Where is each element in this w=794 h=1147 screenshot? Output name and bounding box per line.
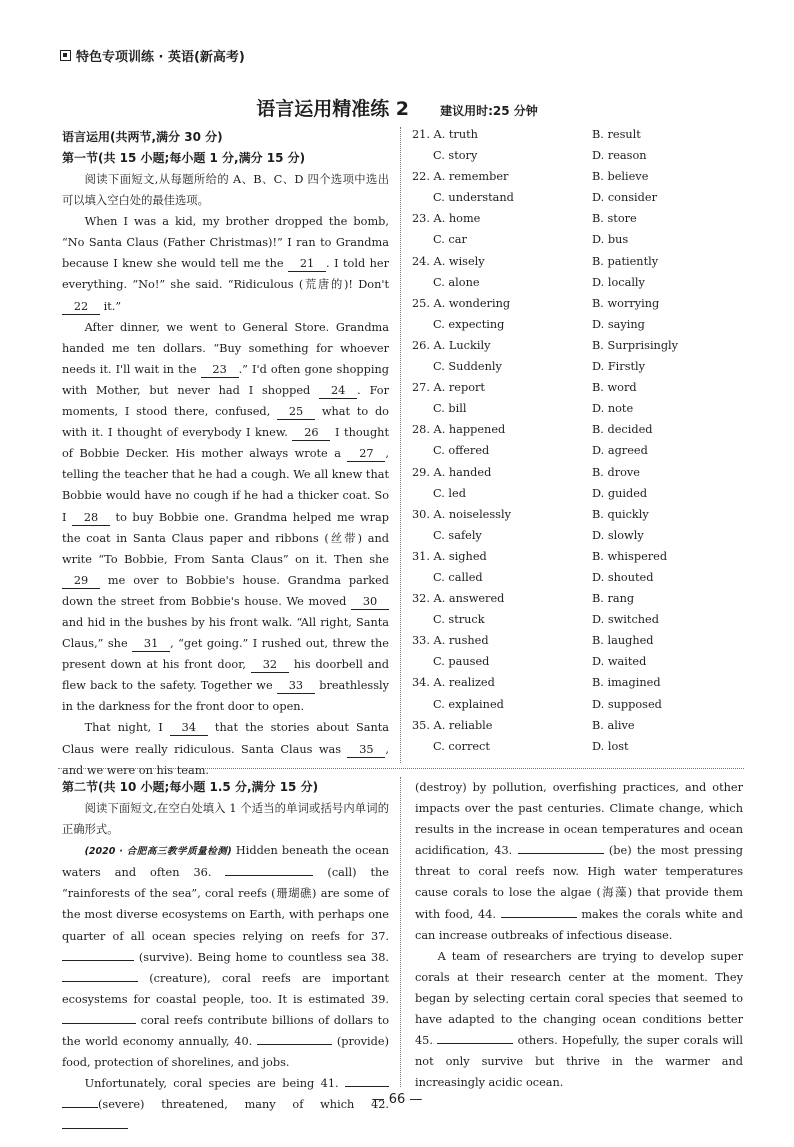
option-choice[interactable]: C. alone bbox=[433, 275, 480, 289]
option-choice[interactable]: C. expecting bbox=[433, 317, 505, 331]
option-row bbox=[412, 145, 742, 166]
passage-paragraph bbox=[62, 211, 389, 316]
passage-text: and hid in the bushes by his front walk. “All right, Santa Claus,” she bbox=[62, 615, 389, 651]
passage-text: (be) the most pressing threat to coral reefs now. High water temperatures cause corals to lose the algae (海藻) that provide them with food, 44. bbox=[415, 844, 743, 921]
option-choice[interactable]: D. waited bbox=[592, 655, 647, 669]
option-choice[interactable]: B. alive bbox=[592, 718, 635, 732]
answer-blank[interactable] bbox=[62, 1116, 128, 1129]
option-choice[interactable]: C. explained bbox=[433, 697, 504, 711]
answer-blank[interactable] bbox=[62, 969, 138, 982]
option-choice[interactable]: C. Suddenly bbox=[433, 360, 502, 374]
option-choice[interactable]: B. store bbox=[592, 212, 637, 226]
option-row bbox=[412, 335, 742, 356]
option-row bbox=[412, 483, 742, 504]
option-choice[interactable]: D. locally bbox=[592, 275, 645, 289]
option-choice[interactable]: D. guided bbox=[592, 486, 648, 500]
option-choice[interactable]: 21. A. truth bbox=[412, 128, 478, 141]
option-row bbox=[412, 736, 742, 757]
option-choice[interactable]: 33. A. rushed bbox=[412, 634, 489, 648]
passage-text: , and we were on his team. bbox=[62, 742, 389, 777]
answer-blank[interactable]: 32 bbox=[251, 658, 289, 673]
answer-blank[interactable]: 34 bbox=[170, 721, 208, 736]
book-logo-icon bbox=[60, 50, 71, 61]
option-choice[interactable]: D. Firstly bbox=[592, 360, 646, 374]
option-choice[interactable]: B. rang bbox=[592, 592, 635, 606]
passage-text: (creature), coral reefs are important ecosystems for coastal people, too. It is estimated 39. bbox=[62, 971, 389, 1006]
passage-text: That night, I bbox=[84, 721, 170, 735]
passage-text: (provide) food, protection of shorelines, and jobs. bbox=[62, 1035, 389, 1070]
option-choice[interactable]: D. bus bbox=[592, 233, 629, 247]
option-row bbox=[412, 440, 742, 461]
passage-text: Unfortunately, coral species are being 41. bbox=[84, 1077, 345, 1091]
passage-text: (destroy) by pollution, overfishing practices, and other impacts over the past centuries. Climate change, which results in the increase in ocean temperatures and ocean acidification, 43. bbox=[415, 781, 743, 858]
option-choice[interactable]: D. saying bbox=[592, 317, 645, 331]
answer-blank[interactable]: 23 bbox=[201, 363, 239, 378]
answer-blank[interactable] bbox=[518, 841, 604, 854]
option-choice[interactable]: 25. A. wondering bbox=[412, 296, 511, 310]
answer-blank[interactable] bbox=[62, 1011, 136, 1024]
option-choice[interactable]: D. agreed bbox=[592, 444, 648, 458]
answer-blank[interactable]: 27 bbox=[347, 447, 385, 462]
answer-blank[interactable]: 22 bbox=[62, 300, 100, 315]
passage-text: coral reefs contribute billions of dollars to the world economy annually, 40. bbox=[62, 1013, 389, 1049]
part2-paragraph-3 bbox=[415, 777, 743, 946]
option-choice[interactable]: C. safely bbox=[433, 528, 482, 542]
option-row bbox=[412, 504, 742, 525]
passage-text: makes the corals white and can increase outbreaks of infectious disease. bbox=[415, 907, 743, 942]
option-choice[interactable]: D. slowly bbox=[592, 528, 644, 542]
option-choice[interactable]: B. worrying bbox=[592, 296, 660, 310]
passage-paragraph bbox=[62, 317, 389, 718]
answer-blank[interactable] bbox=[225, 863, 313, 876]
option-choice[interactable]: 24. A. wisely bbox=[412, 254, 485, 268]
option-choice[interactable]: C. story bbox=[433, 149, 478, 163]
option-row bbox=[412, 166, 742, 187]
column-divider-2 bbox=[400, 777, 401, 1087]
option-choice[interactable]: C. called bbox=[433, 570, 483, 584]
option-row bbox=[412, 588, 742, 609]
passage-text: A team of researchers are trying to develop super corals at their research center at the moment. They began by selecting certain coral species that seemed to have adapted to the changing ocean conditions better 45. bbox=[415, 949, 743, 1048]
option-choice[interactable]: C. struck bbox=[433, 613, 485, 627]
answer-blank[interactable]: 28 bbox=[72, 511, 110, 526]
option-choice[interactable]: 29. A. handed bbox=[412, 465, 492, 479]
passage-text: .” I'd often gone shopping with Mother, but never had I shopped bbox=[62, 362, 389, 397]
option-choice[interactable]: D. consider bbox=[592, 191, 657, 205]
passage-text: , “get going.” I rushed out, threw the present down at his front door, bbox=[62, 637, 389, 672]
answer-blank[interactable]: 25 bbox=[277, 405, 315, 420]
option-choice[interactable]: D. supposed bbox=[592, 697, 662, 711]
passage-text: (survive). Being home to countless sea 38. bbox=[134, 950, 389, 964]
option-choice[interactable]: D. note bbox=[592, 402, 634, 416]
option-choice[interactable]: B. believe bbox=[592, 170, 649, 184]
option-choice[interactable]: B. decided bbox=[592, 423, 653, 437]
option-choice[interactable]: B. laughed bbox=[592, 634, 654, 648]
option-choice[interactable]: D. switched bbox=[592, 613, 659, 627]
passage-text: After dinner, we went to General Store. Grandma handed me ten dollars. “Buy something for whoever needs it. I'll wait in the bbox=[62, 320, 389, 376]
option-choice[interactable]: B. quickly bbox=[592, 507, 649, 521]
option-row bbox=[412, 567, 742, 588]
passage-text: breathlessly in the darkness for the front door to open. bbox=[62, 679, 389, 714]
part1-passage-column bbox=[62, 127, 389, 781]
option-choice[interactable]: 26. A. Luckily bbox=[412, 338, 491, 352]
passage-paragraph bbox=[62, 717, 389, 780]
answer-blank[interactable]: 26 bbox=[292, 426, 330, 441]
option-row bbox=[412, 419, 742, 440]
passage-text: . For moments, I stood there, confused, bbox=[62, 383, 389, 419]
page-number: — 66 — bbox=[371, 1092, 423, 1107]
answer-blank[interactable]: 29 bbox=[62, 574, 100, 589]
option-choice[interactable]: C. correct bbox=[433, 739, 490, 753]
option-row bbox=[412, 124, 742, 145]
passage-text: that the stories about Santa Claus were really ridiculous. Santa Claus was bbox=[62, 721, 389, 756]
part1-instruction: 阅读下面短文,从每题所给的 A、B、C、D 四个选项中选出可以填入空白处的最佳选项。 bbox=[62, 173, 389, 208]
option-choice[interactable]: 22. A. remember bbox=[412, 170, 509, 184]
option-choice[interactable]: B. Surprisingly bbox=[592, 338, 679, 352]
passage-text: . I told her everything. “No!” she said. “Ridiculous (荒唐的)! Don't bbox=[62, 257, 389, 292]
option-row bbox=[412, 293, 742, 314]
option-row bbox=[412, 546, 742, 567]
option-choice[interactable]: D. lost bbox=[592, 739, 629, 753]
option-choice[interactable]: C. bill bbox=[433, 402, 467, 416]
option-choice[interactable]: B. whispered bbox=[592, 549, 668, 563]
header-text: 特色专项训练 · 英语(新高考) bbox=[76, 50, 245, 65]
answer-blank[interactable]: 35 bbox=[347, 743, 385, 758]
option-row bbox=[412, 356, 742, 377]
part2-left-column bbox=[62, 777, 389, 1137]
page-title: 语言运用精准练 2 bbox=[256, 98, 410, 120]
option-row bbox=[412, 525, 742, 546]
option-choice[interactable]: B. result bbox=[592, 128, 641, 141]
title-row bbox=[0, 94, 794, 121]
option-choice[interactable]: C. understand bbox=[433, 191, 514, 205]
option-row bbox=[412, 715, 742, 736]
option-choice[interactable]: D. reason bbox=[592, 149, 647, 163]
answer-blank[interactable] bbox=[437, 1031, 513, 1044]
option-row bbox=[412, 377, 742, 398]
option-row bbox=[412, 694, 742, 715]
part2-instruction: 阅读下面短文,在空白处填入 1 个适当的单词或括号内单词的正确形式。 bbox=[62, 802, 389, 837]
answer-blank[interactable] bbox=[257, 1032, 332, 1045]
option-row bbox=[412, 398, 742, 419]
column-divider bbox=[400, 127, 401, 763]
answer-blank[interactable]: 31 bbox=[132, 637, 170, 652]
part1-title: 第一节(共 15 小题;每小题 1 分,满分 15 分) bbox=[62, 151, 306, 165]
option-row bbox=[412, 229, 742, 250]
part1-passage bbox=[62, 211, 389, 781]
source-note: (2020 · 合肥高三教学质量检测) bbox=[84, 846, 232, 858]
passage-text: (call) the “rainforests of the sea”, coral reefs (珊瑚礁) are some of the most diverse ecosystems on Earth, with perhaps one quarter of all ocean species relying on reefs for 37. bbox=[62, 866, 389, 943]
part2-paragraph-4 bbox=[415, 946, 743, 1094]
answer-blank[interactable] bbox=[345, 1074, 389, 1087]
option-choice[interactable]: 23. A. home bbox=[412, 212, 481, 226]
passage-text: others. Hopefully, the super corals will not only survive but thrive in the warmer and increasingly acidic ocean. bbox=[415, 1034, 744, 1090]
answer-blank[interactable] bbox=[501, 905, 577, 918]
part2-right-column bbox=[415, 777, 743, 1093]
option-row bbox=[412, 630, 742, 651]
option-choice[interactable]: 30. A. noiselessly bbox=[412, 507, 511, 521]
option-row bbox=[412, 251, 742, 272]
section-divider bbox=[58, 768, 744, 769]
answer-blank[interactable]: 33 bbox=[277, 679, 315, 694]
passage-text: Hidden beneath the ocean waters and often 36. bbox=[62, 844, 389, 880]
option-choice[interactable]: B. imagined bbox=[592, 676, 661, 690]
option-choice[interactable]: D. shouted bbox=[592, 570, 654, 584]
passage-text: , telling the teacher that he had a cough. We all knew that Bobbie would have no cough if he had a thicker coat. So I bbox=[62, 447, 389, 524]
option-row bbox=[412, 462, 742, 483]
option-choice[interactable]: 35. A. reliable bbox=[412, 718, 493, 732]
option-choice[interactable]: 27. A. report bbox=[412, 381, 485, 395]
passage-text: (severe) threatened, many of which 42. bbox=[98, 1098, 389, 1112]
option-choice[interactable]: C. paused bbox=[433, 655, 490, 669]
book-header bbox=[60, 46, 245, 65]
answer-blank[interactable]: 21 bbox=[288, 257, 326, 272]
option-row bbox=[412, 272, 742, 293]
option-row bbox=[412, 609, 742, 630]
option-choice[interactable]: 34. A. realized bbox=[412, 676, 495, 690]
option-choice[interactable]: B. word bbox=[592, 381, 637, 395]
option-choice[interactable]: C. car bbox=[433, 233, 467, 247]
section-main-title: 语言运用(共两节,满分 30 分) bbox=[62, 130, 223, 144]
passage-text: I thought of Bobbie Decker. His mother always wrote a bbox=[62, 426, 389, 461]
option-row bbox=[412, 651, 742, 672]
option-choice[interactable]: 28. A. happened bbox=[412, 423, 506, 437]
option-row bbox=[412, 314, 742, 335]
option-choice[interactable]: B. patiently bbox=[592, 254, 659, 268]
passage-text: When I was a kid, my brother dropped the bomb, “No Santa Claus (Father Christmas)!” I ran to Grandma because I knew she would tell me the bbox=[62, 215, 389, 271]
answer-blank[interactable]: 24 bbox=[319, 384, 357, 399]
option-row bbox=[412, 672, 742, 693]
answer-blank[interactable]: 30 bbox=[351, 595, 389, 610]
part1-options bbox=[412, 124, 742, 757]
option-row bbox=[412, 208, 742, 229]
passage-text: to buy Bobbie one. Grandma helped me wrap the coat in Santa Claus paper and ribbons (丝带) and write “To Bobbie, From Santa Claus” on it. Then she bbox=[62, 510, 389, 566]
option-choice[interactable]: 31. A. sighed bbox=[412, 549, 487, 563]
passage-text: his doorbell and flew back to the safety. Together we bbox=[62, 658, 389, 693]
option-choice[interactable]: C. offered bbox=[433, 444, 490, 458]
part2-title: 第二节(共 10 小题;每小题 1.5 分,满分 15 分) bbox=[62, 780, 319, 794]
suggested-time: 建议用时:25 分钟 bbox=[440, 104, 538, 118]
option-row bbox=[412, 187, 742, 208]
passage-text: me over to Bobbie's house. Grandma parked down the street from Bobbie's house. We moved bbox=[62, 573, 389, 608]
passage-text: it.” bbox=[100, 299, 122, 313]
part2-paragraph-1 bbox=[62, 840, 389, 1073]
answer-blank[interactable] bbox=[62, 948, 134, 961]
option-choice[interactable]: C. led bbox=[433, 486, 466, 500]
passage-text: what to do with it. I thought of everybody I knew. bbox=[62, 405, 389, 440]
option-choice[interactable]: B. drove bbox=[592, 465, 640, 479]
option-choice[interactable]: 32. A. answered bbox=[412, 592, 505, 606]
